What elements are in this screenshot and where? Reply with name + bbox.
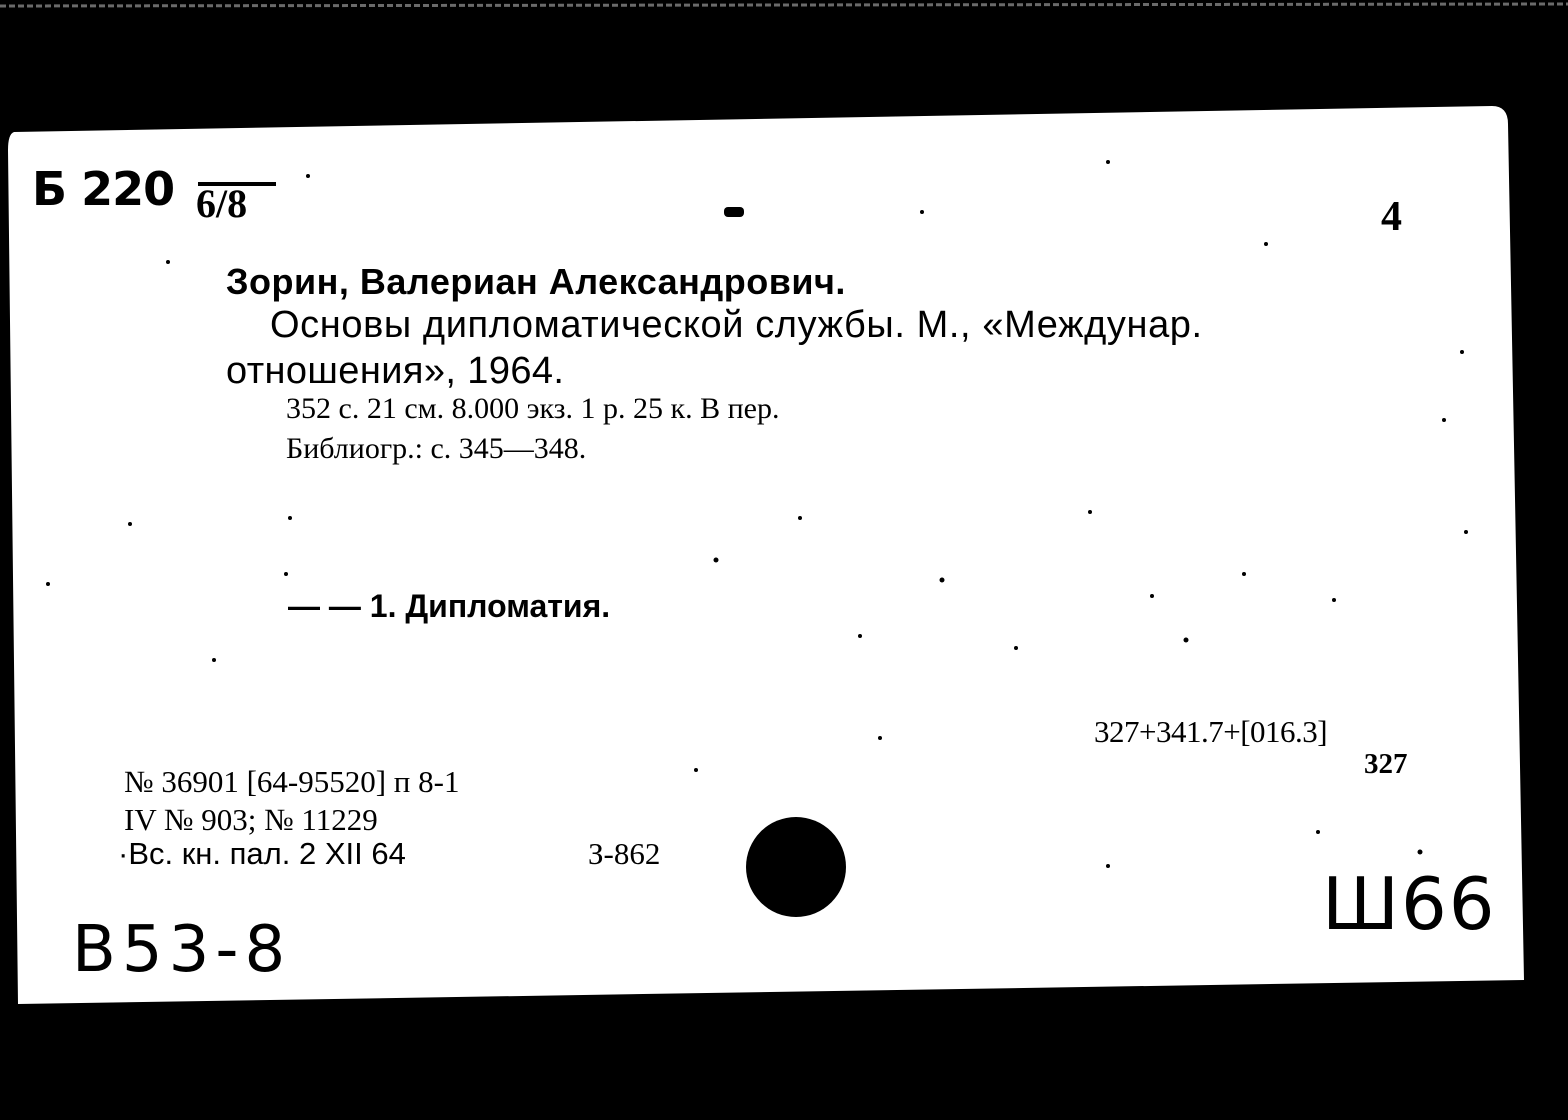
- title-line-1: Основы дипломатической службы. М., «Междунар.: [270, 304, 1203, 346]
- classification-sub-index: 327: [1364, 748, 1408, 780]
- classification-index: 327+341.7+[016.3]: [1094, 714, 1328, 749]
- accession-line-2: IV № 903; № 11229: [124, 802, 378, 837]
- bibliography-note: Библиогр.: с. 345—348.: [286, 432, 587, 465]
- print-dash-mark: [724, 207, 744, 217]
- author-heading: Зорин, Валериан Александрович.: [226, 261, 846, 302]
- card-number: 4: [1381, 194, 1402, 240]
- shelf-code: Б 220: [32, 162, 175, 216]
- shelf-code-sub: 6/8: [196, 181, 248, 226]
- scan-edge-line: [0, 4, 1568, 6]
- accession-line-1: № 36901 [64-95520] п 8-1: [124, 764, 460, 799]
- physical-description: 352 с. 21 см. 8.000 экз. 1 р. 25 к. В пер.: [286, 392, 780, 425]
- handwritten-note-left: B53-8: [72, 913, 292, 987]
- accession-line-3: ·Вс. кн. пал. 2 XII 64: [118, 836, 406, 871]
- title-line-2: отношения», 1964.: [226, 350, 565, 392]
- accession-code: З-862: [588, 836, 661, 871]
- punch-hole: [746, 817, 846, 917]
- handwritten-note-right: Ш66: [1322, 862, 1497, 946]
- subject-heading: — — 1. Дипломатия.: [288, 588, 611, 624]
